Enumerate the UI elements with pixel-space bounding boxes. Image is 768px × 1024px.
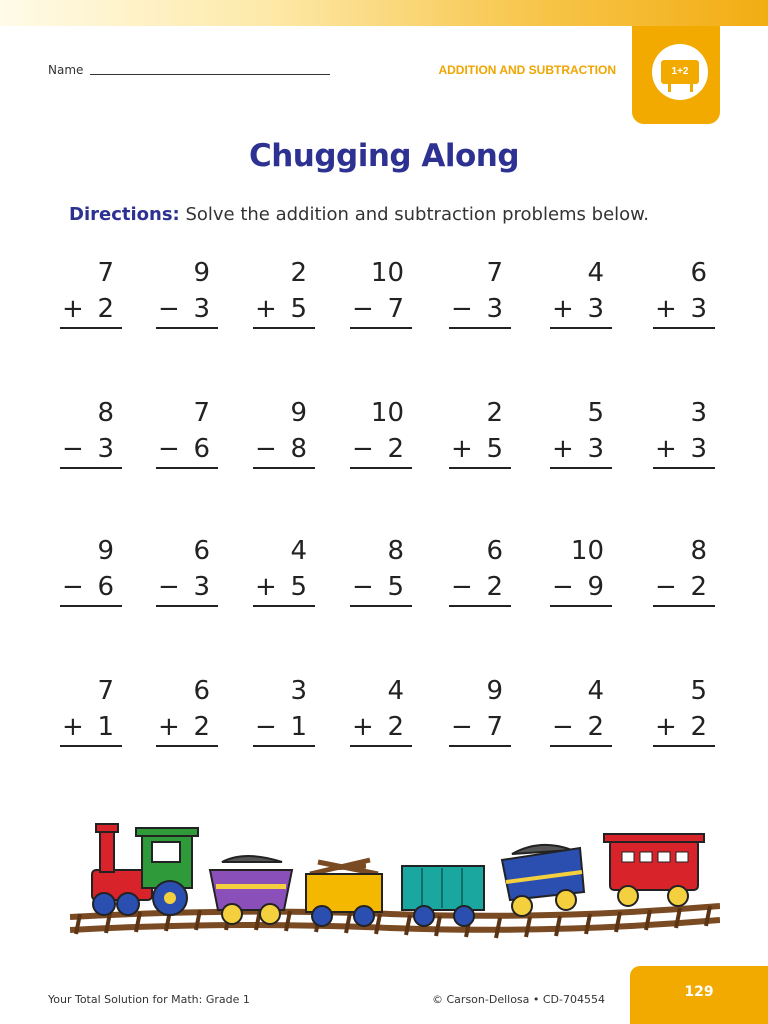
math-problem xyxy=(156,255,218,335)
problem-bottom-line xyxy=(60,709,122,747)
problems-grid xyxy=(60,255,740,755)
train-illustration xyxy=(70,822,720,947)
math-problem xyxy=(449,533,511,613)
problem-top-number: 4 xyxy=(587,676,604,706)
problem-bottom-line xyxy=(253,431,315,469)
math-problem xyxy=(550,673,612,753)
problem-top-number: 4 xyxy=(587,258,604,288)
problem-bottom-line xyxy=(60,291,122,329)
footer-series-title: Your Total Solution for Math: Grade 1 xyxy=(48,993,250,1006)
problem-bottom-number: 6 xyxy=(97,572,114,602)
problem-bottom-line xyxy=(550,569,612,607)
problem-operator: − xyxy=(451,712,473,742)
train-car-yellow xyxy=(306,860,382,926)
problem-operator: − xyxy=(352,434,374,464)
problem-bottom-number: 2 xyxy=(97,294,114,324)
math-problem xyxy=(350,255,412,335)
problem-top-number: 6 xyxy=(193,676,210,706)
problem-bottom-number: 3 xyxy=(587,434,604,464)
problem-bottom-number: 1 xyxy=(97,712,114,742)
math-problem xyxy=(253,673,315,753)
problem-operator: + xyxy=(655,434,677,464)
math-problem xyxy=(156,673,218,753)
problem-operator: + xyxy=(62,294,84,324)
problem-bottom-number: 1 xyxy=(290,712,307,742)
problem-operator: − xyxy=(255,434,277,464)
math-problem xyxy=(550,255,612,335)
problem-top-number: 4 xyxy=(387,676,404,706)
problem-top-number: 7 xyxy=(486,258,503,288)
math-problem xyxy=(550,395,612,475)
problem-bottom-number: 8 xyxy=(290,434,307,464)
problem-operator: − xyxy=(158,434,180,464)
problem-operator: + xyxy=(62,712,84,742)
problem-bottom-line xyxy=(449,291,511,329)
problem-top-number: 9 xyxy=(486,676,503,706)
train-engine xyxy=(92,824,198,915)
problem-top-number: 5 xyxy=(587,398,604,428)
problem-bottom-line xyxy=(253,709,315,747)
problem-operator: + xyxy=(552,434,574,464)
math-problem xyxy=(653,533,715,613)
problem-operator: − xyxy=(158,294,180,324)
problem-operator: + xyxy=(655,712,677,742)
problem-bottom-line xyxy=(156,709,218,747)
name-label: Name xyxy=(48,63,84,77)
footer-copyright: © Carson-Dellosa • CD-704554 xyxy=(432,993,605,1006)
problem-bottom-line xyxy=(449,709,511,747)
problem-bottom-line xyxy=(253,569,315,607)
page-title: Chugging Along xyxy=(248,138,520,174)
problem-bottom-number: 2 xyxy=(193,712,210,742)
page-number: 129 xyxy=(684,984,714,1000)
problem-bottom-number: 3 xyxy=(486,294,503,324)
directions-text: Solve the addition and subtraction problems below. xyxy=(179,204,649,225)
problem-top-number: 8 xyxy=(690,536,707,566)
problem-top-number: 6 xyxy=(690,258,707,288)
problem-operator: + xyxy=(451,434,473,464)
problem-bottom-line xyxy=(350,709,412,747)
problem-top-number: 2 xyxy=(486,398,503,428)
problem-bottom-number: 3 xyxy=(690,294,707,324)
problem-bottom-number: 6 xyxy=(193,434,210,464)
math-problem xyxy=(60,255,122,335)
math-problem xyxy=(653,673,715,753)
math-problem xyxy=(60,533,122,613)
problem-top-number: 8 xyxy=(97,398,114,428)
problem-bottom-number: 2 xyxy=(587,712,604,742)
directions-label: Directions: xyxy=(69,204,180,225)
top-gradient-bar xyxy=(0,0,768,26)
problem-bottom-line xyxy=(653,431,715,469)
problem-bottom-line xyxy=(253,291,315,329)
problem-operator: − xyxy=(352,572,374,602)
math-problem xyxy=(350,533,412,613)
problem-top-number: 10 xyxy=(370,258,404,288)
problem-top-number: 2 xyxy=(290,258,307,288)
problem-bottom-line xyxy=(449,569,511,607)
problem-bottom-line xyxy=(550,431,612,469)
problem-top-number: 4 xyxy=(290,536,307,566)
problem-operator: + xyxy=(655,294,677,324)
math-problem xyxy=(60,395,122,475)
problem-bottom-line xyxy=(653,291,715,329)
problem-bottom-line xyxy=(60,569,122,607)
problem-top-number: 8 xyxy=(387,536,404,566)
math-problem xyxy=(449,255,511,335)
math-problem xyxy=(156,395,218,475)
problem-top-number: 9 xyxy=(290,398,307,428)
problem-bottom-line xyxy=(449,431,511,469)
problem-operator: + xyxy=(255,294,277,324)
math-problem xyxy=(350,673,412,753)
problem-top-number: 6 xyxy=(193,536,210,566)
problem-bottom-number: 2 xyxy=(690,572,707,602)
math-problem xyxy=(449,673,511,753)
problem-operator: − xyxy=(451,572,473,602)
problem-top-number: 10 xyxy=(370,398,404,428)
problem-operator: − xyxy=(352,294,374,324)
problem-bottom-number: 3 xyxy=(690,434,707,464)
problem-bottom-number: 5 xyxy=(387,572,404,602)
problem-top-number: 9 xyxy=(193,258,210,288)
math-problem xyxy=(253,395,315,475)
problem-bottom-line xyxy=(550,291,612,329)
train-caboose xyxy=(604,834,704,906)
problem-bottom-number: 7 xyxy=(486,712,503,742)
problem-bottom-number: 2 xyxy=(486,572,503,602)
math-problem xyxy=(156,533,218,613)
problem-top-number: 9 xyxy=(97,536,114,566)
problem-operator: − xyxy=(552,712,574,742)
problem-operator: − xyxy=(255,712,277,742)
problem-bottom-number: 7 xyxy=(387,294,404,324)
name-line xyxy=(90,74,330,75)
problem-top-number: 7 xyxy=(97,676,114,706)
problem-top-number: 7 xyxy=(193,398,210,428)
problem-bottom-number: 2 xyxy=(387,434,404,464)
problem-operator: − xyxy=(655,572,677,602)
problem-bottom-line xyxy=(156,291,218,329)
math-problem xyxy=(60,673,122,753)
problem-top-number: 6 xyxy=(486,536,503,566)
problem-operator: + xyxy=(352,712,374,742)
problem-top-number: 5 xyxy=(690,676,707,706)
problem-bottom-number: 3 xyxy=(97,434,114,464)
chalkboard-text: 1+2 xyxy=(661,60,699,84)
problem-operator: + xyxy=(255,572,277,602)
problem-top-number: 3 xyxy=(690,398,707,428)
math-problem xyxy=(253,255,315,335)
problem-operator: − xyxy=(62,434,84,464)
problem-operator: + xyxy=(552,294,574,324)
problem-bottom-number: 5 xyxy=(290,294,307,324)
problem-bottom-line xyxy=(653,569,715,607)
math-problem xyxy=(550,533,612,613)
problem-bottom-number: 5 xyxy=(290,572,307,602)
problem-operator: + xyxy=(158,712,180,742)
problem-top-number: 7 xyxy=(97,258,114,288)
problem-bottom-number: 3 xyxy=(587,294,604,324)
problem-bottom-number: 2 xyxy=(690,712,707,742)
math-problem xyxy=(253,533,315,613)
problem-bottom-line xyxy=(653,709,715,747)
problem-operator: − xyxy=(451,294,473,324)
problem-bottom-line xyxy=(550,709,612,747)
problem-bottom-line xyxy=(350,431,412,469)
problem-bottom-line xyxy=(156,569,218,607)
problem-bottom-number: 5 xyxy=(486,434,503,464)
problem-operator: − xyxy=(62,572,84,602)
problem-bottom-line xyxy=(350,291,412,329)
problem-top-number: 10 xyxy=(570,536,604,566)
problem-bottom-line xyxy=(350,569,412,607)
category-label: ADDITION AND SUBTRACTION xyxy=(438,63,616,77)
problem-operator: − xyxy=(158,572,180,602)
problem-bottom-number: 3 xyxy=(193,294,210,324)
problem-bottom-line xyxy=(60,431,122,469)
math-problem xyxy=(350,395,412,475)
problem-bottom-number: 3 xyxy=(193,572,210,602)
math-problem xyxy=(653,395,715,475)
problem-top-number: 3 xyxy=(290,676,307,706)
chalkboard-leg-right xyxy=(690,84,693,92)
math-problem xyxy=(449,395,511,475)
math-problem xyxy=(653,255,715,335)
problem-bottom-number: 9 xyxy=(587,572,604,602)
problem-bottom-number: 2 xyxy=(387,712,404,742)
problem-bottom-line xyxy=(156,431,218,469)
chalkboard-leg-left xyxy=(668,84,671,92)
directions xyxy=(69,204,649,225)
problem-operator: − xyxy=(552,572,574,602)
train-car-blue xyxy=(502,845,584,916)
